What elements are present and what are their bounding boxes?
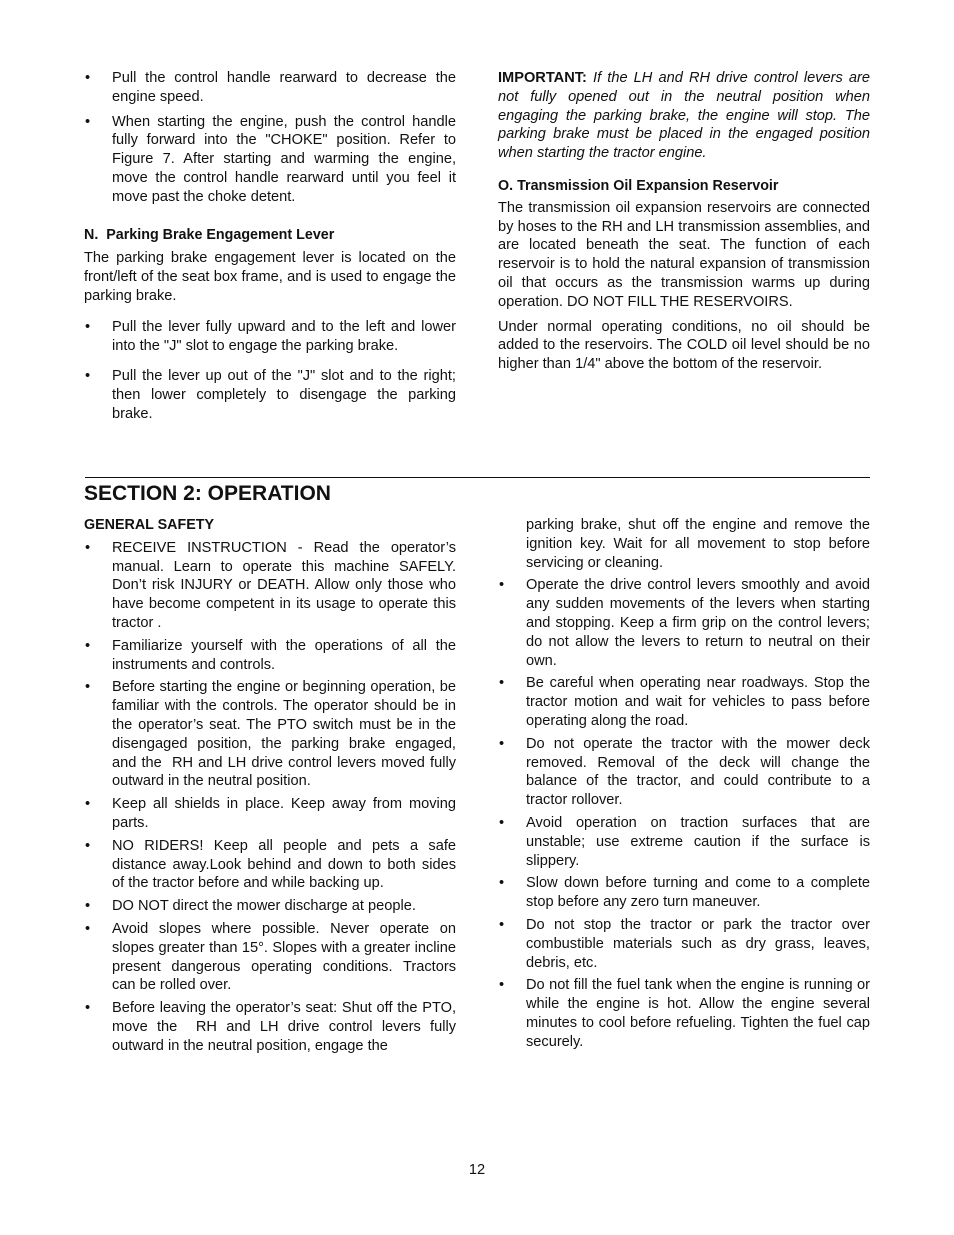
list-item: • Pull the control handle rearward to decrease the engine speed. [84,69,456,107]
section-title: SECTION 2: OPERATION [84,482,331,505]
heading-oil-reservoir: O. Transmission Oil Expansion Reservoir [498,177,779,194]
section-divider [85,477,870,478]
top-right-column [498,69,870,374]
continuation-text: parking brake, shut off the engine and remove the ignition key. Wait for all movement to stop before servicing or cleaning. [526,517,870,571]
safety-left-column [84,516,456,1056]
safety-right-column [498,516,870,1052]
list-item: • Do not fill the fuel tank when the engine is running or while the engine is hot. Allow the engine several minutes to cool before refueling. Tighten the fuel cap securely. [498,976,870,1051]
important-label: IMPORTANT: [498,70,587,86]
list-item: • Before starting the engine or beginning operation, be familiar with the controls. The operator should be in the operator’s seat. The PTO switch must be in the disengaged position, the parking brake engaged, and the RH and LH drive control levers moved fully outward in the neutral position. [84,678,456,791]
list-item: • When starting the engine, push the control handle fully forward into the "CHOKE" position. Refer to Figure 7. After starting and warming the engine, move the control handle rearward until you feel it move past the choke detent. [84,113,456,207]
list-item: • RECEIVE INSTRUCTION - Read the operator’s manual. Learn to operate this machine SAFELY. Don’t risk INJURY or DEATH. Allow only those who have become competent in its usage to operate this tractor . [84,539,456,633]
paragraph-reservoir-2: Under normal operating conditions, no oil should be added to the reservoirs. The COLD oil level should be no higher than 1/4" above the bottom of the reservoir. [498,318,870,373]
important-text: If the LH and RH drive control levers are not fully opened out in the neutral position when engaging the parking brake, the engine will stop. The parking brake must be placed in the engaged position when starting the tractor engine. [498,70,870,162]
list-item: • Do not stop the tractor or park the tractor over combustible materials such as dry grass, leaves, debris, etc. [498,916,870,972]
list-item: • NO RIDERS! Keep all people and pets a safe distance away.Look behind and down to both sides of the tractor before and while backing up. [84,837,456,893]
list-item: • Slow down before turning and come to a complete stop before any zero turn maneuver. [498,874,870,912]
list-item: • Avoid slopes where possible. Never operate on slopes greater than 15°. Slopes with a greater incline present dangerous operating conditions. Tractors can be rolled over. [84,920,456,995]
list-item: • Do not operate the tractor with the mower deck removed. Removal of the deck will change the balance of the tractor, and could contribute to a tractor rollover. [498,735,870,810]
list-item: • Avoid operation on traction surfaces that are unstable; use extreme caution if the surface is slippery. [498,814,870,870]
heading-parking-brake: N. Parking Brake Engagement Lever [84,226,335,243]
top-left-column [84,69,456,424]
parking-brake-bullet-list [84,318,456,424]
list-item: • Keep all shields in place. Keep away from moving parts. [84,795,456,833]
list-item: • Pull the lever fully upward and to the left and lower into the "J" slot to engage the parking brake. [84,318,456,356]
safety-bullet-list-left [84,539,456,1056]
list-item: • Be careful when operating near roadways. Stop the tractor motion and wait for vehicles to pass before operating along the road. [498,674,870,730]
page-number: 12 [468,1162,486,1178]
list-item: • DO NOT direct the mower discharge at people. [84,897,456,916]
choke-bullet-list [84,69,456,207]
list-item: • Pull the lever up out of the "J" slot and to the right; then lower completely to disengage the parking brake. [84,367,456,423]
list-item: • Familiarize yourself with the operations of all the instruments and controls. [84,637,456,675]
list-item: • Operate the drive control levers smoothly and avoid any sudden movements of the levers when starting and stopping. Keep a firm grip on the control levers; do not allow the levers to return to neutral on their own. [498,576,870,670]
heading-general-safety: GENERAL SAFETY [84,517,215,533]
important-note [498,69,870,163]
paragraph-reservoir-1: The transmission oil expansion reservoirs are connected by hoses to the RH and LH transmission assemblies, and are located beneath the seat. The function of each reservoir is to hold the natural expansion of transmission oil that occurs as the transmission warms up during operation. DO NOT FILL THE RESERVOIRS. [498,199,870,310]
list-item: • Before leaving the operator’s seat: Shut off the PTO, move the RH and LH drive control levers fully outward in the neutral position, engage the [84,999,456,1055]
safety-bullet-list-right [498,576,870,1051]
paragraph-parking-brake: The parking brake engagement lever is located on the front/left of the seat box frame, and is used to engage the parking brake. [84,250,456,304]
